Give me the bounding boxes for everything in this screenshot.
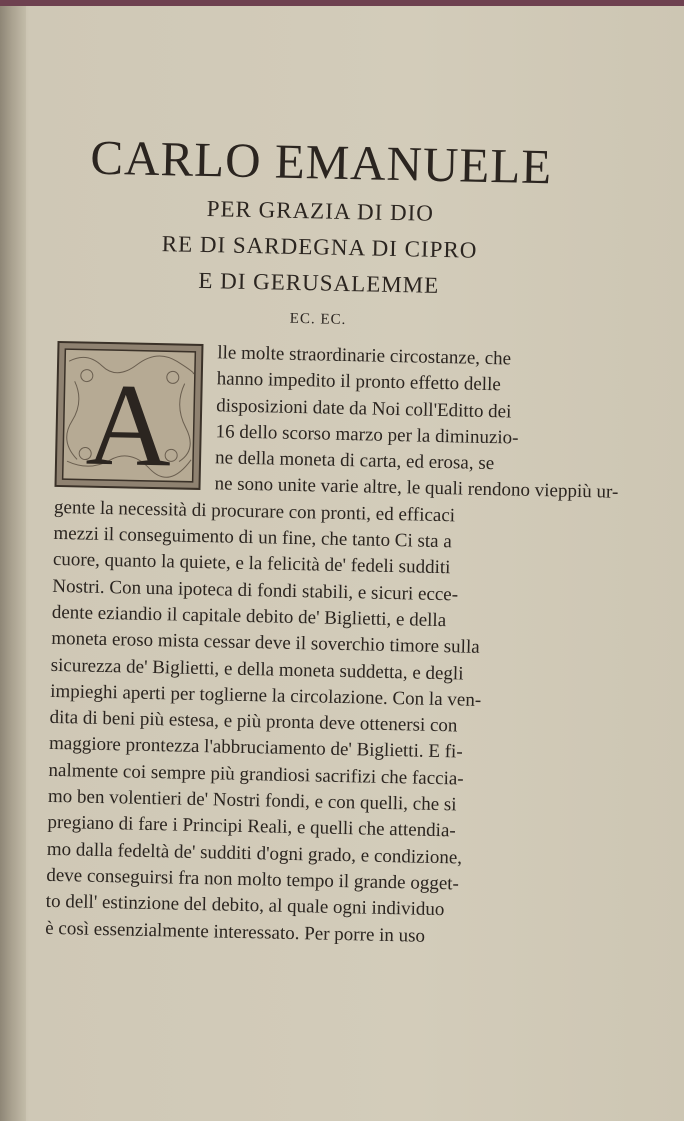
page-gutter <box>0 0 26 1121</box>
body-line: dita di beni più estesa, e più pronta deve ottenersi con <box>49 707 458 737</box>
body-line: sicurezza de' Biglietti, e della moneta suddetta, e degli <box>50 654 464 685</box>
body-line: lle molte straordinarie circostanze, che <box>217 342 512 370</box>
top-binding-band <box>0 0 684 6</box>
page-title: CARLO EMANUELE <box>89 129 553 195</box>
etc-line: EC. EC. <box>289 310 347 328</box>
body-line: gente la necessità di procurare con pronti, ed efficaci <box>53 496 456 527</box>
body-line: moneta eroso mista cessar deve il soverchio timore sulla <box>51 628 480 659</box>
body-line: hanno impedito il pronto effetto delle <box>216 368 501 396</box>
body-line: mezzi il conseguimento di un fine, che tanto Ci sta a <box>53 522 453 553</box>
body-line: 16 dello scorso marzo per la diminuzio- <box>215 421 519 449</box>
body-line: Nostri. Con una ipoteca di fondi stabili, e sicuri ecce- <box>52 575 459 606</box>
body-line: ne della moneta di carta, ed erosa, se <box>214 447 495 475</box>
body-line: ne sono unite varie altre, le quali rendono vieppiù ur- <box>214 473 619 504</box>
body-line: mo ben volentieri de' Nostri fondi, e con quelli, che si <box>47 785 457 816</box>
body-line: mo dalla fedeltà de' sudditi d'ogni grado, e condizione, <box>46 838 463 869</box>
subtitle-line-3: E DI GERUSALEMME <box>198 267 440 298</box>
body-line: nalmente coi sempre più grandiosi sacrifizi che faccia- <box>48 759 464 790</box>
edict-text-block <box>45 128 619 953</box>
body-line: cuore, quanto la quiete, e la felicità de' fedeli sudditi <box>52 549 451 579</box>
body-line: to dell' estinzione del debito, al quale ogni individuo <box>45 891 445 921</box>
body-line: dente eziandio il capitale debito de' Biglietti, e della <box>51 601 447 632</box>
decorated-initial-icon <box>54 341 203 490</box>
drop-cap-letter: A <box>84 358 173 492</box>
body-line: disposizioni date da Noi coll'Editto dei <box>216 394 512 423</box>
body-line: pregiano di fare i Principi Reali, e quelli che attendia- <box>47 812 456 842</box>
body-text <box>45 337 619 953</box>
body-line: impieghi aperti per toglierne la circolazione. Con la ven- <box>49 680 482 711</box>
body-line: deve conseguirsi fra non molto tempo il grande ogget- <box>46 864 460 895</box>
subtitle-line-2: RE DI SARDEGNA DI CIPRO <box>161 231 478 263</box>
subtitle-line-1: PER GRAZIA DI DIO <box>206 196 435 226</box>
body-line: maggiore prontezza l'abbruciamento de' Biglietti. E fi- <box>48 733 463 763</box>
body-line: è così essenzialmente interessato. Per porre in uso <box>45 917 426 947</box>
